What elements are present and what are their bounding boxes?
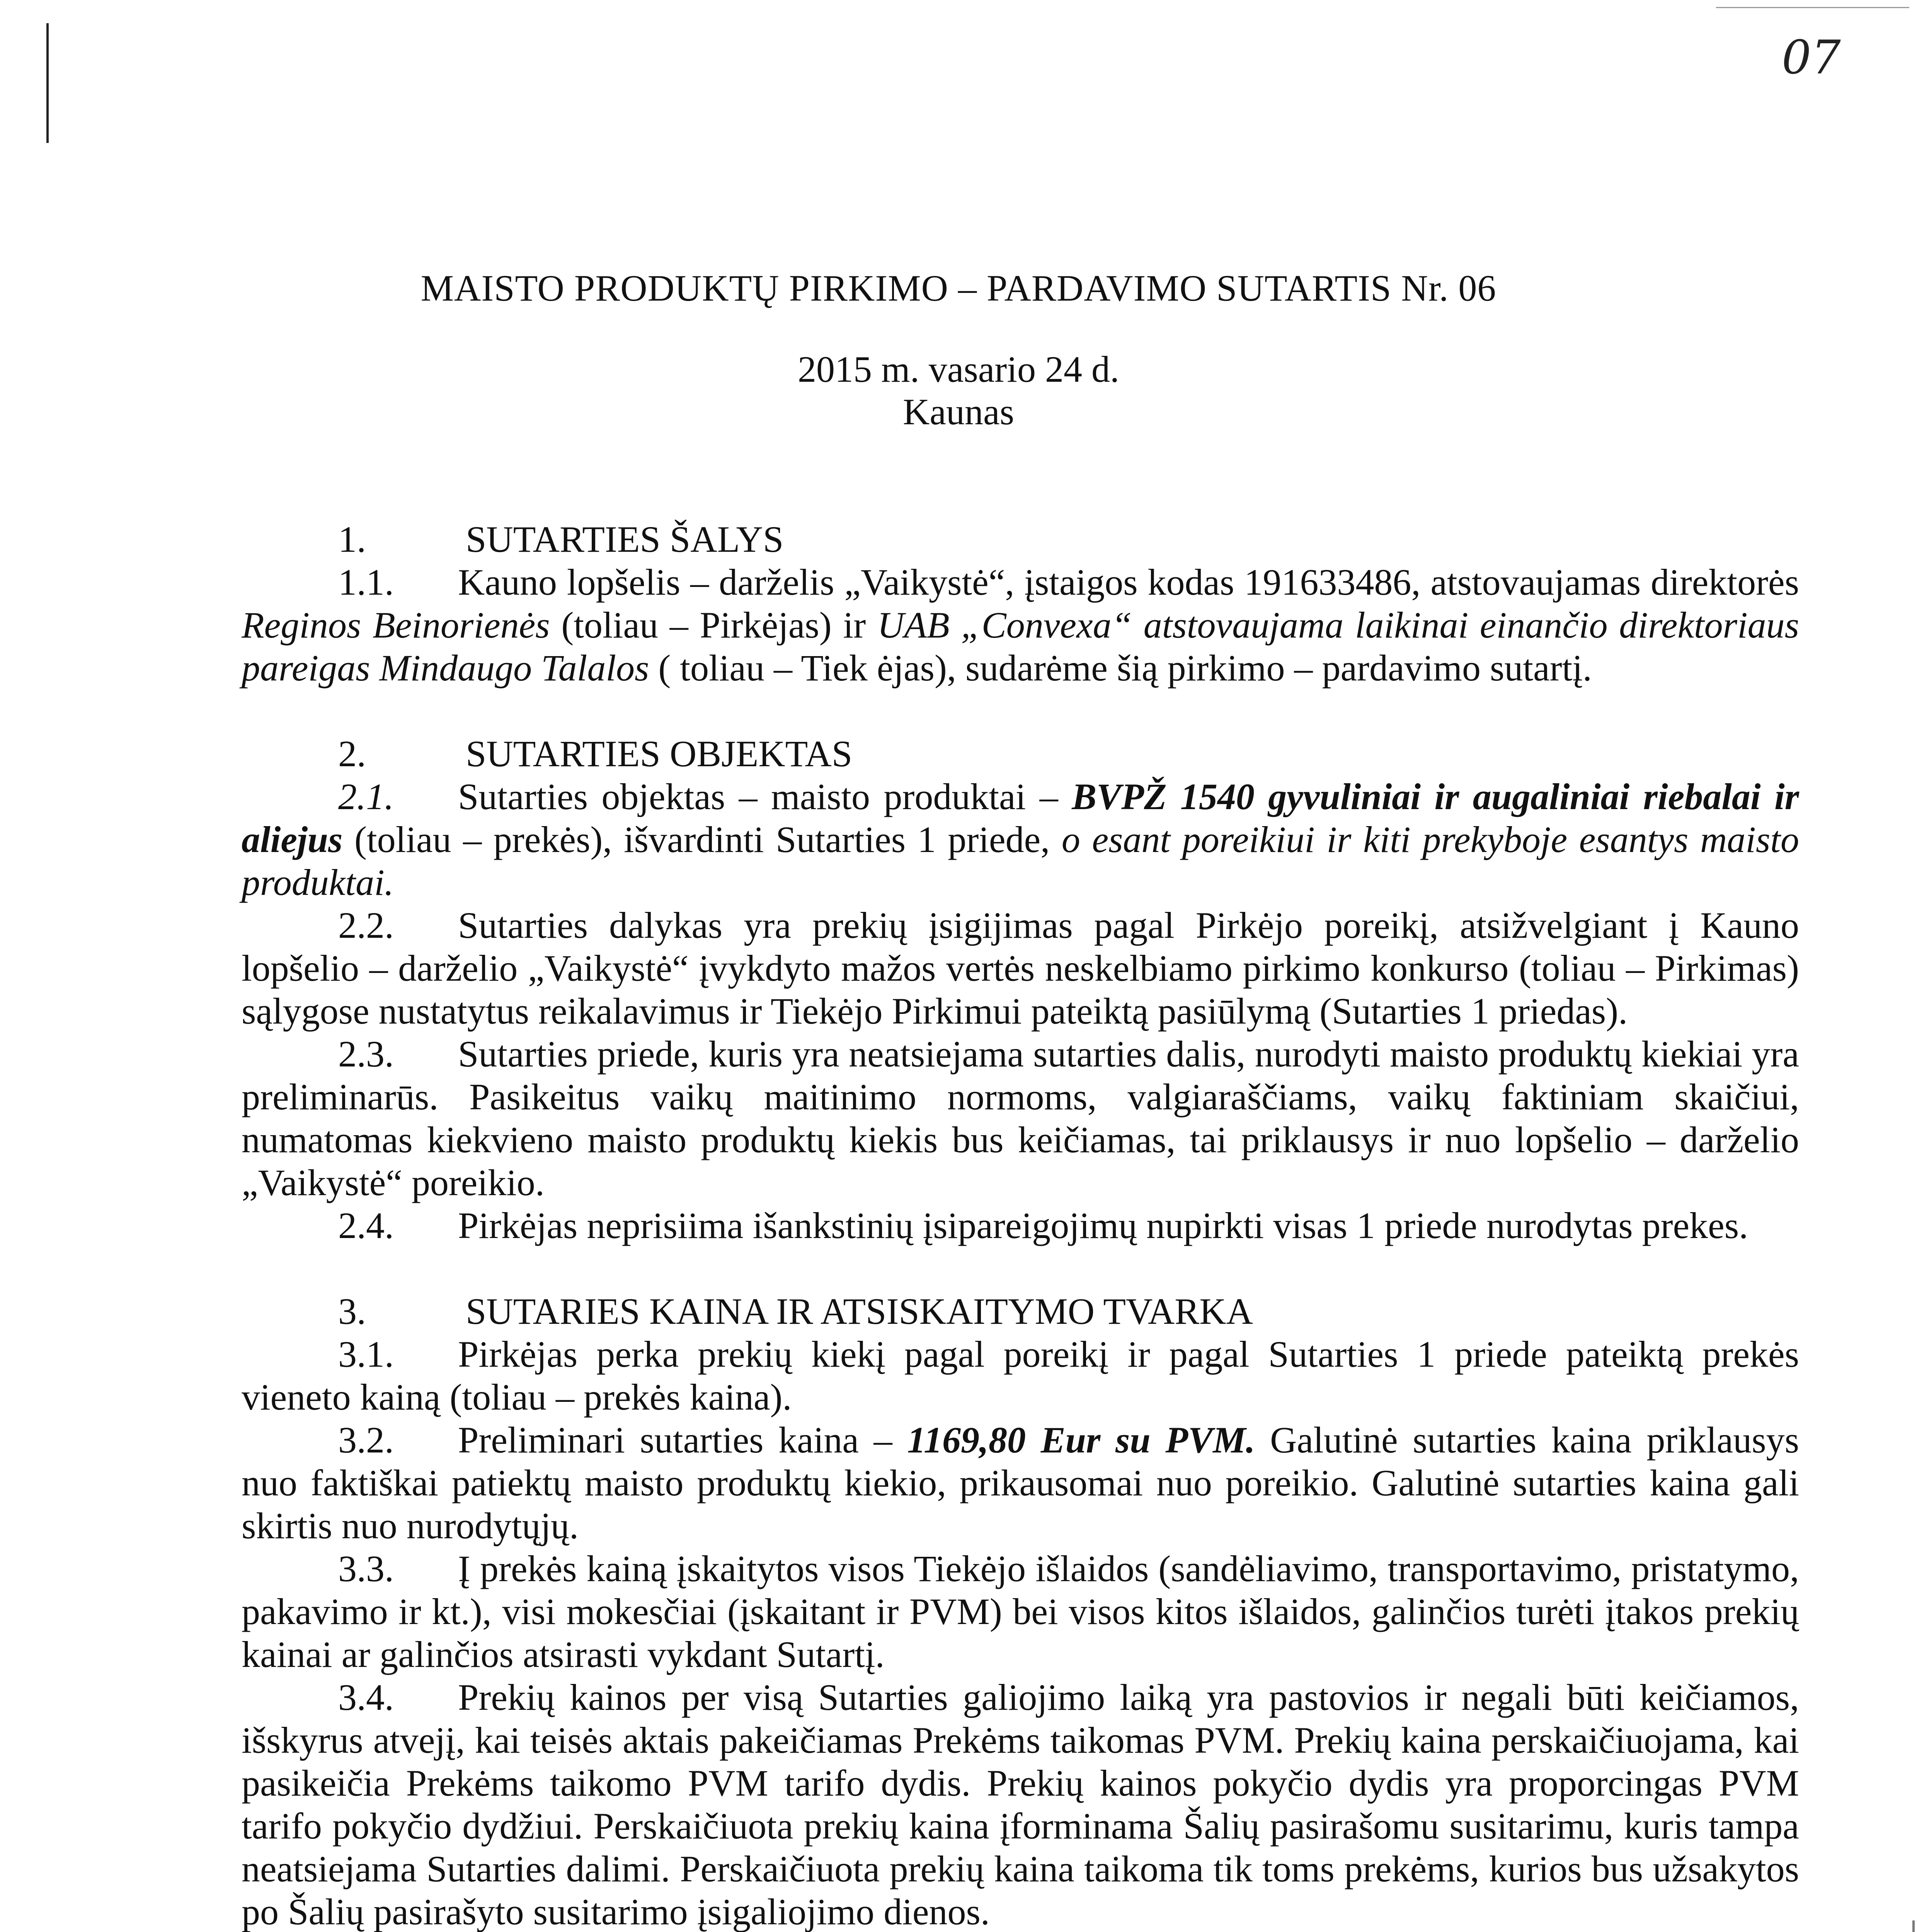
contract-body (242, 518, 1799, 1932)
section-title: SUTARIES KAINA IR ATSISKAITYMO TVARKA (466, 1291, 1253, 1332)
contract-place: Kaunas (903, 391, 1014, 432)
contract-date: 2015 m. vasario 24 d. (798, 349, 1119, 390)
clause-text: Pirkėjas neprisiima išankstinių įsipareigojimų nupirkti visas 1 priede nurodytas prekes. (458, 1205, 1748, 1246)
spacer (242, 689, 1799, 732)
clause-text: Sutarties priede, kuris yra neatsiejama sutarties dalis, nurodyti maisto produktų kiekiai yra preliminarūs. Pasikeitus vaikų maitinimo normoms, valgiaraščiams, vaikų faktiniam skaičiui, numatomas kiekvieno maisto produktų kiekis bus keičiamas, tai priklausys ir nuo lopšelio – darželio „Vaikystė“ poreikio. (242, 1033, 1799, 1203)
handwritten-page-number: 07 (1782, 31, 1841, 85)
clause-text-italic: o esant poreikiui ir kiti prekyboje esantys maisto produktai. (242, 819, 1800, 903)
scan-edge-line (46, 23, 49, 143)
clause-text: Galutinė sutarties kaina priklausys nuo faktiškai patiektų maisto produktų kiekio, prikausomai nuo poreikio. Galutinė sutarties kaina gali skirtis nuo nurodytųjų. (242, 1419, 1800, 1546)
clause-text: ( toliau – Tiek ėjas), sudarėme šią pirkimo – pardavimo sutartį. (649, 647, 1592, 689)
clause-2-4 (242, 1204, 1799, 1247)
section-title: SUTARTIES ŠALYS (466, 519, 784, 560)
clause-text: (toliau – prekės), išvardinti Sutarties 1 priede, (342, 819, 1062, 860)
clause-2-1 (242, 775, 1799, 904)
clause-text: Pirkėjas perka prekių kiekį pagal poreikį ir pagal Sutarties 1 priede pateiktą prekės vieneto kainą (toliau – prekės kaina). (242, 1333, 1799, 1418)
section-1-heading (242, 518, 1799, 561)
scan-top-line (1716, 7, 1909, 8)
section-2-heading (242, 732, 1799, 775)
contract-price: 1169,80 Eur su PVM. (907, 1419, 1255, 1461)
clause-number: 2.4. (338, 1205, 394, 1246)
clause-text-italic: UAB „Convexa“ atstovaujama laikinai einančio direktoriaus pareigas Mindaugo Talalos (242, 604, 1800, 689)
clause-3-4 (242, 1676, 1799, 1932)
clause-3-2 (242, 1418, 1799, 1547)
clause-text: Sutarties dalykas yra prekių įsigijimas pagal Pirkėjo poreikį, atsižvelgiant į Kauno lopšelio – darželio „Vaikystė“ įvykdyto mažos vertės neskelbiamo pirkimo konkurso (toliau – Pirkimas) sąlygose nustatytus reikalavimus ir Tiekėjo Pirkimui pateiktą pasiūlymą (Sutarties 1 priedas). (242, 905, 1799, 1032)
clause-number: 3.1. (338, 1333, 394, 1375)
clause-number: 3.2. (338, 1419, 394, 1461)
clause-number: 2.2. (338, 905, 394, 946)
clause-text: (toliau – Pirkėjas) ir (550, 604, 877, 646)
clause-1-1 (242, 561, 1799, 689)
clause-number: 3.3. (338, 1548, 394, 1589)
clause-2-2 (242, 904, 1799, 1032)
clause-text: Į prekės kainą įskaitytos visos Tiekėjo išlaidos (sandėliavimo, transportavimo, pristatymo, pakavimo ir kt.), visi mokesčiai (įskaitant ir PVM) bei visos kitos išlaidos, galinčios turėti įtakos prekių kainai ar galinčios atsirasti vykdant Sutartį. (242, 1548, 1799, 1675)
clause-text: Prekių kainos per visą Sutarties galiojimo laiką yra pastovios ir negali būti keičiamos, išskyrus atvejį, kai teisės aktais pakeičiamas Prekėms taikomas PVM. Prekių kaina perskaičiuojama, kai pasikeičia Prekėms taikomo PVM tarifo dydis. Prekių kainos pokyčio dydis yra proporcingas PVM tarifo pokyčio dydžiui. Perskaičiuota prekių kaina įforminama Šalių pasirašomu susitarimu, kuris tampa neatsiejama Sutarties dalimi. Perskaičiuota prekių kaina taikoma tik toms prekėms, kurios bus užsakytos po Šalių pasirašyto susitarimo įsigaliojimo dienos. (242, 1677, 1799, 1932)
clause-text-italic: Reginos Beinorienės (242, 604, 550, 646)
clause-text: Kauno lopšelis – darželis „Vaikystė“, įstaigos kodas 191633486, atstovaujamas direktorės (458, 561, 1799, 603)
scan-margin-tick (1912, 1920, 1915, 1932)
section-3-heading (242, 1290, 1799, 1333)
clause-2-3 (242, 1032, 1799, 1204)
clause-3-1 (242, 1333, 1799, 1418)
section-title: SUTARTIES OBJEKTAS (466, 733, 853, 774)
spacer (242, 1247, 1799, 1290)
clause-number: 1.1. (338, 561, 394, 603)
clause-number: 3.4. (338, 1677, 394, 1718)
section-number: 3. (338, 1291, 366, 1332)
clause-number: 2.3. (338, 1033, 394, 1075)
section-number: 1. (338, 519, 366, 560)
clause-text: Preliminari sutarties kaina – (458, 1419, 907, 1461)
clause-text-bold-italic: BVPŽ 1540 gyvuliniai ir augaliniai riebalai ir aliejus (242, 776, 1800, 860)
clause-text: Sutarties objektas – maisto produktai – (458, 776, 1072, 817)
clause-3-3 (242, 1547, 1799, 1676)
section-number: 2. (338, 733, 366, 774)
contract-title: MAISTO PRODUKTŲ PIRKIMO – PARDAVIMO SUTARTIS Nr. 06 (421, 267, 1496, 309)
clause-number: 2.1. (338, 776, 394, 817)
